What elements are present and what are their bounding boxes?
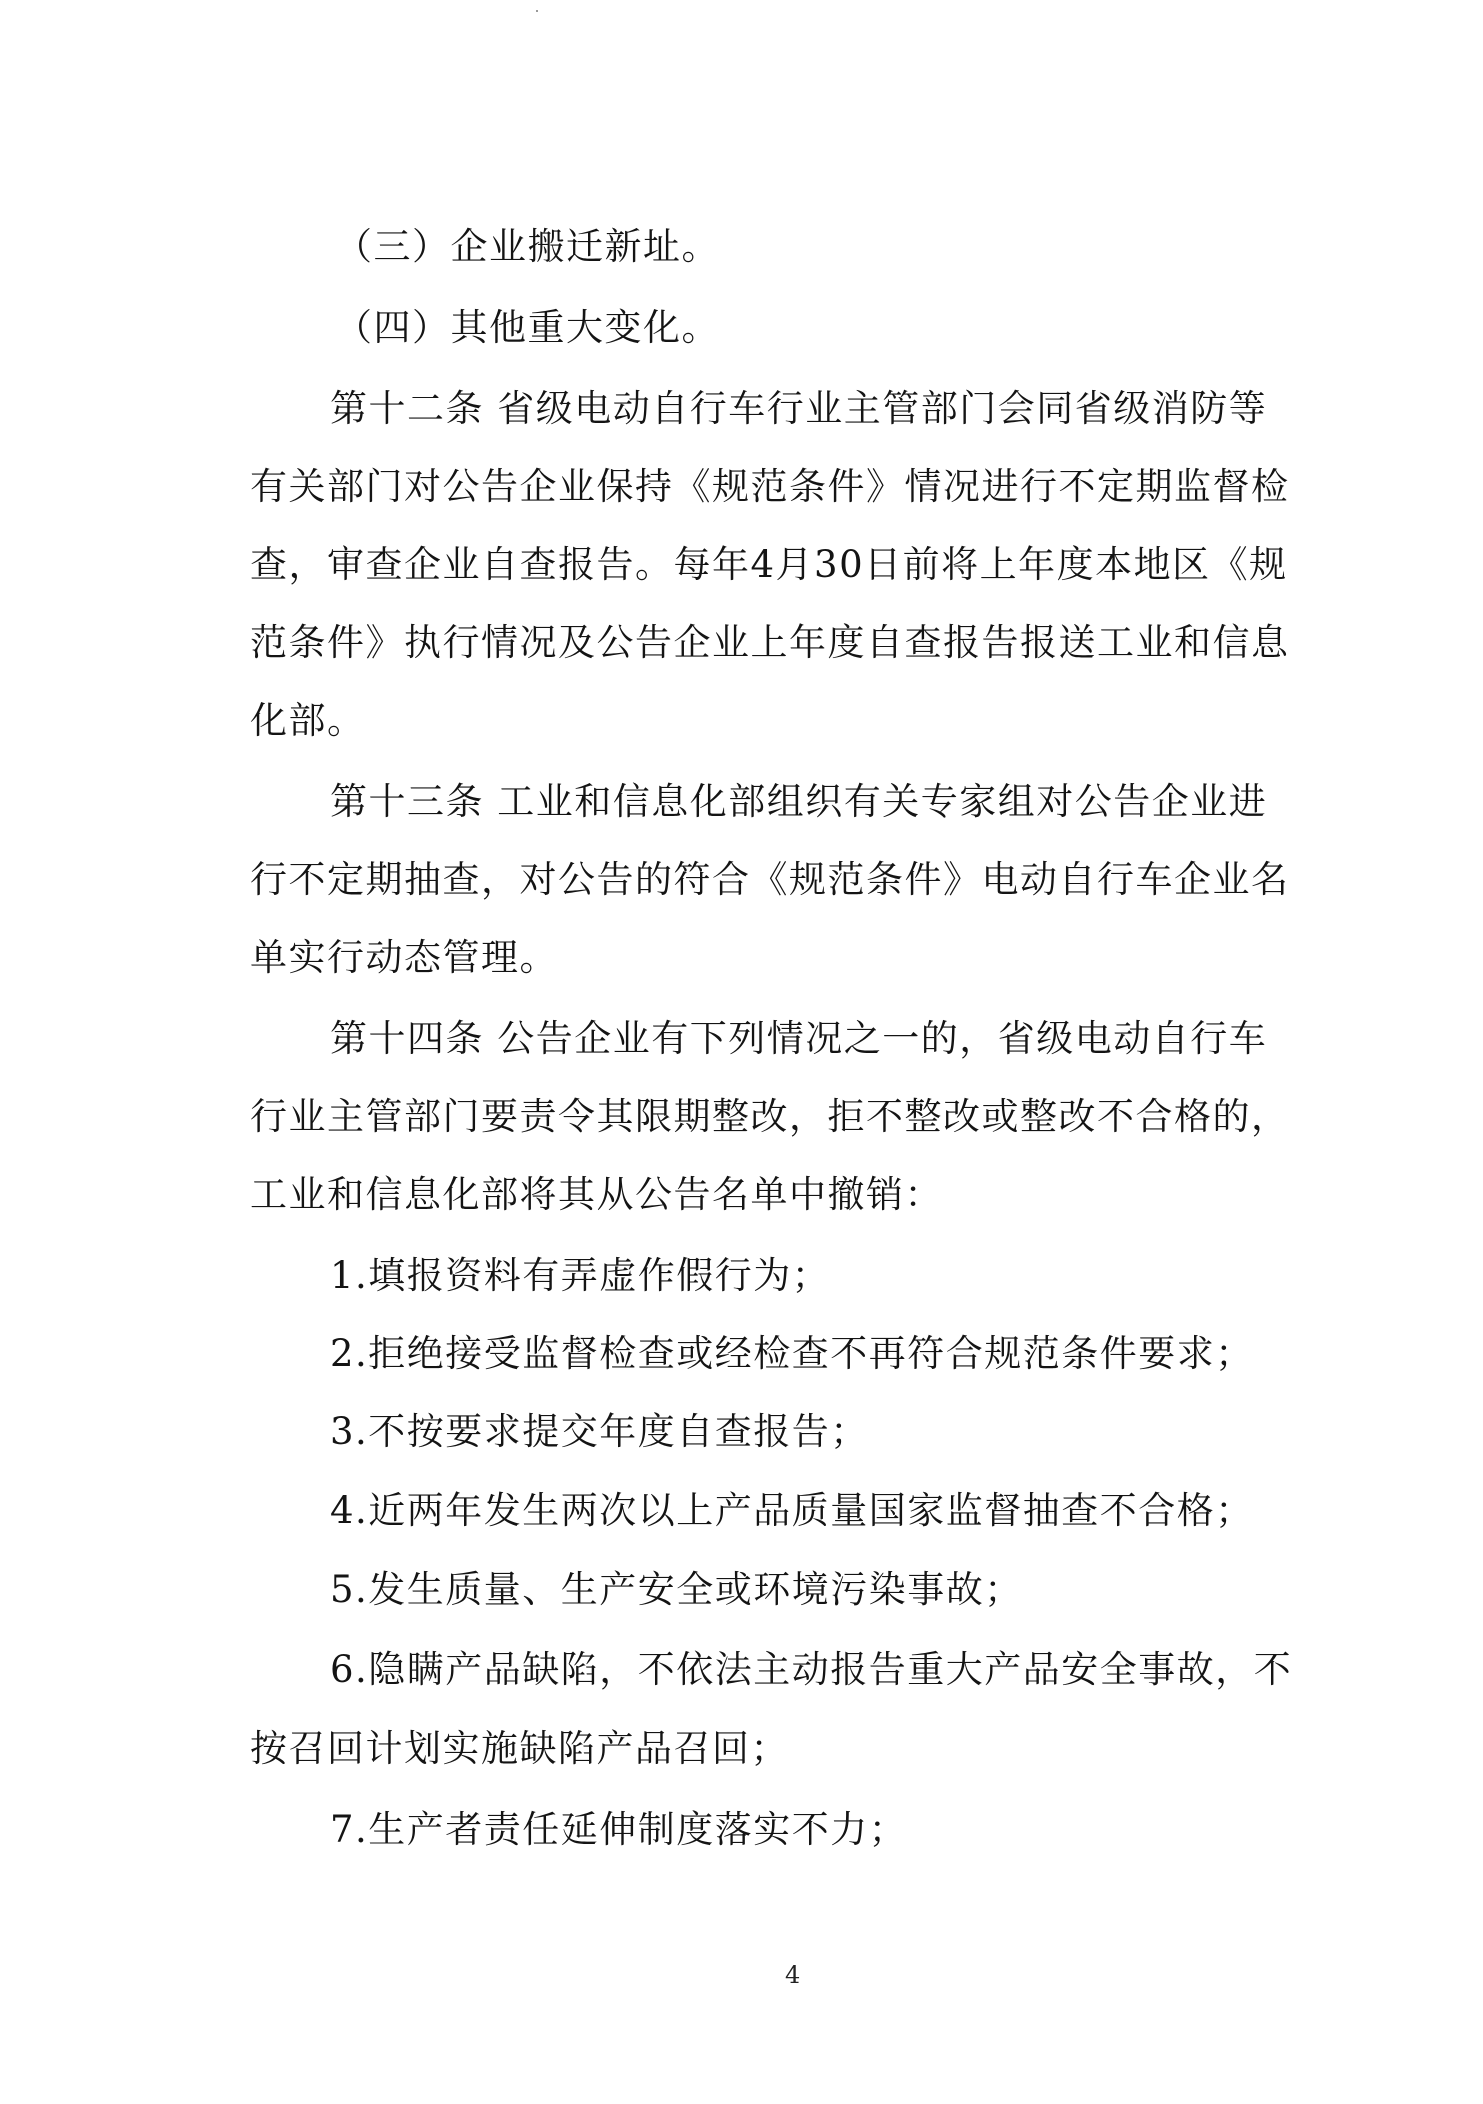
article-13-line-2: 行不定期抽查，对公告的符合《规范条件》电动自行车企业名 <box>250 858 1290 901</box>
article-12-line-1: 第十二条 省级电动自行车行业主管部门会同省级消防等 <box>330 387 1268 430</box>
clause-6-line-1: 6.隐瞒产品缺陷，不依法主动报告重大产品安全事故，不 <box>330 1648 1293 1691</box>
clause-7: 7.生产者责任延伸制度落实不力； <box>330 1808 908 1851</box>
list-item-3: （三）企业搬迁新址。 <box>335 225 720 268</box>
article-12-line-3: 查，审查企业自查报告。每年4月30日前将上年度本地区《规 <box>250 543 1288 586</box>
article-13-line-1: 第十三条 工业和信息化部组织有关专家组对公告企业进 <box>330 780 1268 823</box>
clause-3: 3.不按要求提交年度自查报告； <box>330 1410 869 1453</box>
scan-speck <box>536 10 538 12</box>
article-14-line-2: 行业主管部门要责令其限期整改，拒不整改或整改不合格的， <box>250 1095 1290 1138</box>
article-12-line-2: 有关部门对公告企业保持《规范条件》情况进行不定期监督检 <box>250 465 1290 508</box>
clause-2: 2.拒绝接受监督检查或经检查不再符合规范条件要求； <box>330 1332 1254 1375</box>
article-12-line-4: 范条件》执行情况及公告企业上年度自查报告报送工业和信息 <box>250 621 1290 664</box>
page-number: 4 <box>785 1961 801 1989</box>
article-12-line-5: 化部。 <box>250 699 366 742</box>
clause-1: 1.填报资料有弄虚作假行为； <box>330 1254 831 1297</box>
article-13-line-3: 单实行动态管理。 <box>250 936 558 979</box>
article-14-line-3: 工业和信息化部将其从公告名单中撤销： <box>250 1173 943 1216</box>
list-item-4: （四）其他重大变化。 <box>335 306 720 349</box>
clause-5: 5.发生质量、生产安全或环境污染事故； <box>330 1568 1023 1611</box>
clause-6-line-2: 按召回计划实施缺陷产品召回； <box>250 1727 789 1770</box>
clause-4: 4.近两年发生两次以上产品质量国家监督抽查不合格； <box>330 1489 1254 1532</box>
article-14-line-1: 第十四条 公告企业有下列情况之一的，省级电动自行车 <box>330 1017 1268 1060</box>
